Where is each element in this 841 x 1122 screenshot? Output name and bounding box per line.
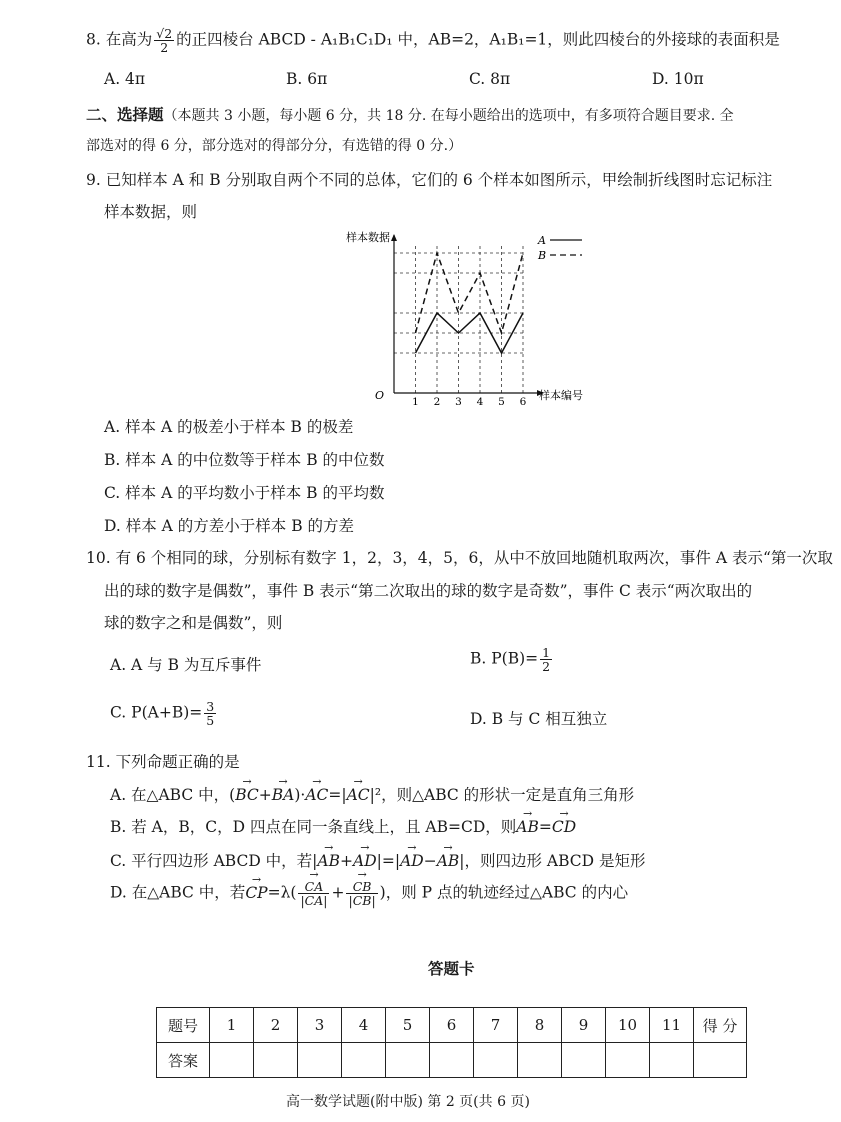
x-tick-label: 1 [412,396,419,408]
q11-option-a: A. 在△ABC 中，(→ BC+→ BA)·→ AC=|→ AC|²，则△ABC 的形状一定是直角三角形 [110,783,634,805]
q9-stem-line2: 样本数据，则 [104,203,198,221]
x-tick-label: 5 [498,396,505,408]
y-axis-label: 样本数据 [346,231,390,244]
question-number-cell: 3 [298,1008,342,1043]
q10-option-c: C. P(A+B)= $\frac{3}{5}$ [110,699,215,729]
q10-option-d: D. B 与 C 相互独立 [470,710,608,728]
q11-option-d: D. 在△ABC 中，若→ CP=λ( → $\frac{CA}{|CA|}$ + → $\frac{CB}{|CB|}$ )，则 P 点的轨迹经过△ABC 的内心 [110,880,628,907]
q8-number: 8. [86,30,101,49]
q9-stem-line1: 9. 已知样本 A 和 B 分别取自两个不同的总体，它们的 6 个样本如图所示，甲绘制折线图时忘记标注 [86,171,773,189]
q11-option-b: B. 若 A，B，C，D 四点在同一条直线上，且 AB=CD，则→ AB=→ CD [110,815,576,837]
question-number-cell: 10 [606,1008,650,1043]
answer-card-table [156,1007,747,1078]
q8-height-fraction: $\frac{√2}{2}$ [156,26,173,56]
question-number-cell: 4 [342,1008,386,1043]
y-axis-arrow [391,234,397,241]
question-number-cell: 5 [386,1008,430,1043]
q9-line-chart [320,228,600,408]
section2-instructions-line2: 部选对的得 6 分，部分选对的得部分分，有选错的得 0 分.） [86,138,463,154]
answer-cell[interactable] [474,1043,518,1078]
answer-cell[interactable] [562,1043,606,1078]
q9-option-c: C. 样本 A 的平均数小于样本 B 的平均数 [104,484,385,502]
answer-cell[interactable] [606,1043,650,1078]
vector-ba: → BA [272,786,295,804]
q11-unit-vector-ca: → $\frac{CA}{|CA|}$ [298,880,329,907]
q11-option-c: C. 平行四边形 ABCD 中，若|→ AB+→ AD|=|→ AD−→ AB|，则四边形 ABCD 是矩形 [110,849,646,871]
legend-label: B [538,249,547,262]
section2-title: 二、选择题 [86,106,164,124]
vector-ab: → AB [516,818,539,836]
legend-label: A [538,234,546,247]
q10-option-a: A. A 与 B 为互斥事件 [110,656,262,674]
question-number-cell: 8 [518,1008,562,1043]
answer-cell[interactable] [430,1043,474,1078]
x-tick-label: 6 [519,396,527,408]
q8-option-c: C. 8π [469,70,511,88]
answer-cell[interactable] [650,1043,694,1078]
score-label-cell: 得 分 [694,1008,747,1043]
question-number-cell: 7 [474,1008,518,1043]
q8-option-a: A. 4π [104,70,146,88]
q8-option-d: D. 10π [652,70,704,88]
answer-cell[interactable] [342,1043,386,1078]
question-number-cell: 1 [210,1008,254,1043]
question-number-cell: 6 [430,1008,474,1043]
section2-instructions: 二、选择题（本题共 3 小题，每小题 6 分，共 18 分. 在每小题给出的选项中，有多项符合题目要求. 全 [86,106,734,124]
q10-option-b-fraction: $\frac{1}{2}$ [542,645,551,675]
x-axis-label: 样本编号 [539,389,583,402]
x-tick-label: 2 [433,396,441,408]
q10-stem-line3: 球的数字之和是偶数”，则 [104,614,283,632]
series-b-line [416,253,524,333]
vector-ac-abs: → AC [347,786,370,804]
q9-option-b: B. 样本 A 的中位数等于样本 B 的中位数 [104,451,385,469]
page-footer: 高一数学试题(附中版) 第 2 页(共 6 页) [286,1094,530,1110]
q11-unit-vector-cb: → $\frac{CB}{|CB|}$ [346,880,377,907]
question-number-cell: 9 [562,1008,606,1043]
q10-stem-line2: 出的球的数字是偶数”，事件 B 表示“第二次取出的球的数字是奇数”，事件 C 表示“两次取出的 [104,582,753,600]
vector-cd: → CD [552,818,576,836]
answer-card-row-label: 题号 [157,1008,210,1043]
answer-card-title: 答题卡 [428,960,475,978]
answer-cell[interactable] [210,1043,254,1078]
q9-option-d: D. 样本 A 的方差小于样本 B 的方差 [104,517,355,535]
question-number-cell: 2 [254,1008,298,1043]
q10-option-c-fraction: $\frac{3}{5}$ [206,699,215,729]
q11-stem: 11. 下列命题正确的是 [86,753,240,771]
answer-cell[interactable] [386,1043,430,1078]
q8-option-b: B. 6π [286,70,328,88]
vector-bc: → BC [235,786,259,804]
answer-cell[interactable] [254,1043,298,1078]
q10-option-b: B. P(B)= $\frac{1}{2}$ [470,645,551,675]
answer-cell[interactable] [298,1043,342,1078]
answer-row-label: 答案 [157,1043,210,1078]
x-tick-label: 4 [476,396,484,408]
question-number-cell: 11 [650,1008,694,1043]
vector-ac: → AC [305,786,328,804]
origin-label: O [374,389,384,402]
score-cell[interactable] [694,1043,747,1078]
answer-cell[interactable] [518,1043,562,1078]
q10-stem-line1: 10. 有 6 个相同的球，分别标有数字 1，2，3，4，5，6，从中不放回地随机取两次，事件 A 表示“第一次取 [86,549,833,567]
x-tick-label: 3 [455,396,462,408]
q9-option-a: A. 样本 A 的极差小于样本 B 的极差 [104,418,354,436]
q8-stem: 8. 在高为 $\frac{√2}{2}$ 的正四棱台 ABCD - A₁B₁C₁D₁ 中，AB=2，A₁B₁=1，则此四棱台的外接球的表面积是 [86,26,780,56]
